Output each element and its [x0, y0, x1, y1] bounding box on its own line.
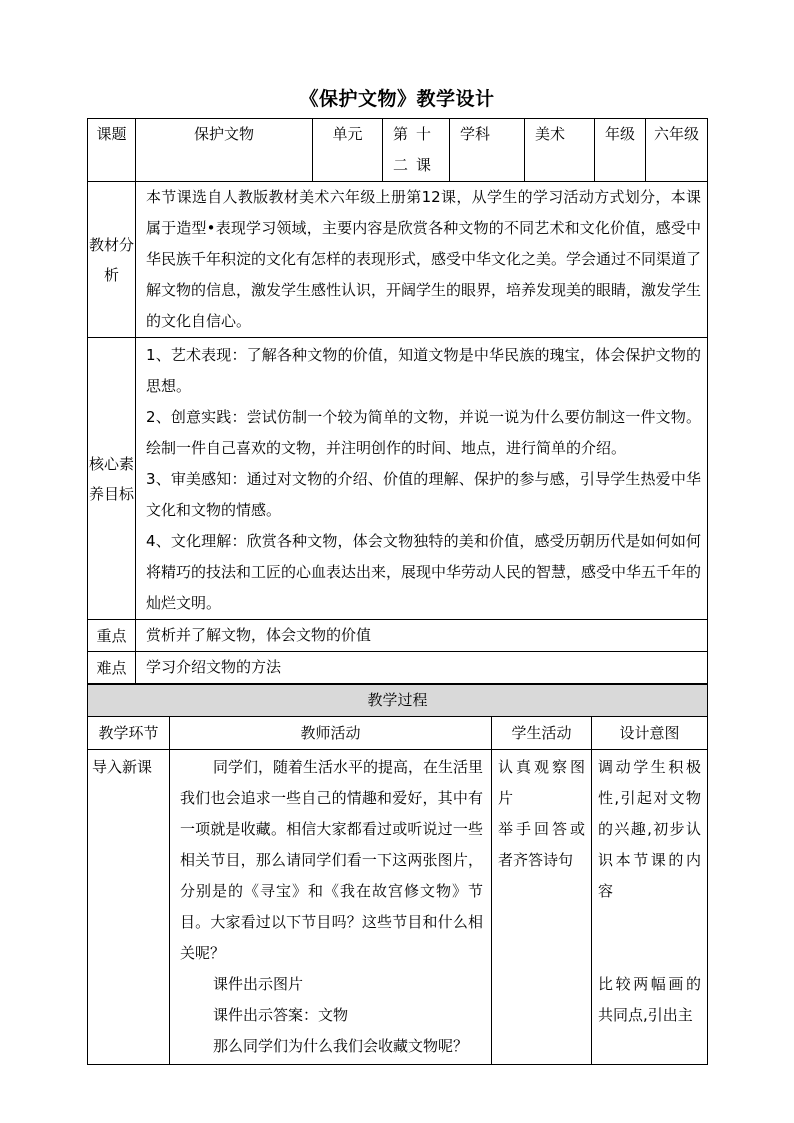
goal-item: 4、文化理解：欣赏各种文物，体会文物独特的美和价值，感受历朝历代是如何如何将精巧的技法和工匠的心血表达出来，展现中华劳动人民的智慧，感受中华五千年的灿烂文明。 — [146, 532, 702, 612]
design-intent: 调动学生积极性,引起对文物的兴趣,初步认识本节课的内容 — [598, 758, 702, 900]
student-activity: 举手回答或者齐答诗句 — [498, 820, 585, 869]
teacher-paragraph: 那么同学们为什么我们会收藏文物呢？ — [213, 1037, 469, 1055]
teacher-activity-cell — [170, 750, 492, 1065]
process-heading: 教学过程 — [88, 685, 708, 717]
teacher-paragraph: 课件出示答案：文物 — [213, 1006, 349, 1024]
focus-label: 重点 — [88, 620, 136, 652]
column-header-stage: 教学环节 — [88, 717, 170, 750]
page-title: 《保护文物》教学设计 — [299, 88, 495, 110]
column-header-student: 学生活动 — [492, 717, 592, 750]
focus-text: 赏析并了解文物，体会文物的价值 — [136, 620, 708, 652]
course-label: 课题 — [88, 119, 136, 182]
teacher-paragraph: 同学们，随着生活水平的提高，在生活里我们也会追求一些自己的情趣和爱好，其中有一项就是收藏。相信大家都看过或听说过一些相关节目，那么请同学们看一下这两张图片，分别是的《寻宝》和《我在故宫修文物》节目。大家看过以下节目吗？这些节目和什么相关呢？ — [180, 758, 484, 962]
subject-label: 学科 — [450, 119, 525, 182]
teacher-paragraph: 课件出示图片 — [213, 975, 304, 993]
lesson-info-table — [87, 118, 708, 684]
student-activity-cell — [492, 750, 592, 1065]
student-activity: 认真观察图片 — [498, 758, 585, 807]
material-paragraph: 本节课选自人教版教材美术六年级上册第12课，从学生的学习活动方式划分，本课属于造型•表现学习领域，主要内容是欣赏各种文物的不同艺术和文化价值，感受中华民族千年积淀的文化有怎样的表现形式，感受中华文化之美。学会通过不同渠道了解文物的信息，激发学生感性认识，开阔学生的眼界，培养发现美的眼睛，激发学生的文化自信心。 — [146, 188, 702, 330]
teaching-process-table — [87, 684, 708, 1065]
difficulty-label: 难点 — [88, 652, 136, 684]
grade-label: 年级 — [595, 119, 646, 182]
course-value: 保护文物 — [136, 119, 313, 182]
difficulty-text: 学习介绍文物的方法 — [136, 652, 708, 684]
goals-label: 核心素养目标 — [88, 338, 136, 620]
goal-item: 2、创意实践：尝试仿制一个较为简单的文物，并说一说为什么要仿制这一件文物。绘制一件自己喜欢的文物，并注明创作的时间、地点，进行简单的介绍。 — [146, 408, 701, 457]
design-intent: 比较两幅画的共同点,引出主 — [598, 975, 702, 1024]
material-label: 教材分析 — [88, 182, 136, 338]
design-intent-cell — [592, 750, 708, 1065]
column-header-teacher: 教师活动 — [170, 717, 492, 750]
goal-item: 3、审美感知：通过对文物的介绍、价值的理解、保护的参与感，引导学生热爱中华文化和文物的情感。 — [146, 470, 701, 519]
grade-value: 六年级 — [646, 119, 708, 182]
goals-text — [136, 338, 708, 620]
material-text — [136, 182, 708, 338]
subject-value: 美术 — [525, 119, 595, 182]
unit-value: 第十二课 — [383, 119, 450, 182]
goal-item: 1、艺术表现：了解各种文物的价值，知道文物是中华民族的瑰宝，体会保护文物的思想。 — [146, 346, 701, 395]
unit-label: 单元 — [313, 119, 383, 182]
column-header-intent: 设计意图 — [592, 717, 708, 750]
stage-cell: 导入新课 — [88, 750, 170, 1065]
